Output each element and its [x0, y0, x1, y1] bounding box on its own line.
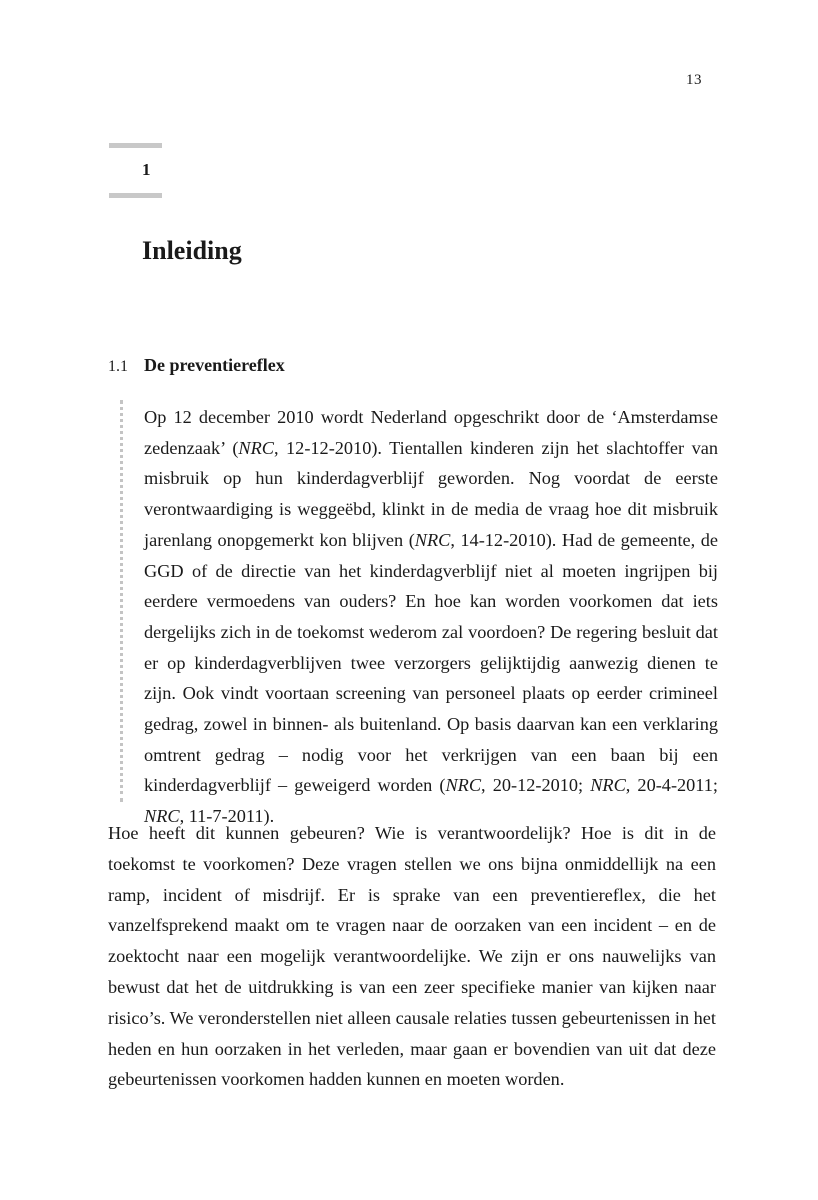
section-title: De preventiereflex	[144, 355, 285, 375]
source-citation: NRC	[590, 775, 626, 796]
case-text-segment: Op 12 december 2010 wordt Nederland opgeschrikt door de ‘Amsterdamse zedenzaak’ (	[144, 407, 718, 458]
source-citation: NRC	[445, 775, 482, 796]
body-paragraph: Hoe heeft dit kunnen gebeuren? Wie is verantwoordelijk? Hoe is dit in de toekomst te voorkomen? Deze vragen stellen we ons bijna onmiddellijk na een ramp, incident of misdrijf. Er is sprake van een preventiereflex, die het vanzelfsprekend maakt om te vragen naar de oorzaken van een incident – en de zoektocht naar een mogelijk verantwoordelijke. We zijn er ons nauwelijks van bewust dat het de uitdrukking is van een zeer specifieke manier van kijken naar risico’s. We veronderstellen niet alleen causale relaties tussen gebeurtenissen in het heden en hun oorzaken in het verleden, maar gaan er bovendien van uit dat deze gebeurtenissen voorkomen hadden kunnen en moeten worden.	[108, 823, 716, 1090]
case-text-segment: , 14-12-2010). Had de gemeente, de GGD of de directie van het kinderdagverblijf niet al moeten ingrijpen bij eerdere vermoedens van ouders? En hoe kan worden voorkomen dat iets dergelijks zich in de toekomst wederom zal voordoen? De regering besluit dat er op kinderdagverblijven twee verzorgers gelijktijdig aanwezig dienen te zijn. Ook vindt voortaan screening van personeel plaats op eerder crimineel gedrag, zowel in binnen- als buitenland. Op basis daarvan kan een verklaring omtrent gedrag – nodig voor het verkrijgen van een baan bij een kinderdagverblijf – geweigerd worden (	[144, 529, 718, 796]
chapter-rule-top	[109, 143, 162, 148]
case-box-text	[144, 402, 718, 832]
source-citation: NRC	[238, 437, 274, 458]
case-text-segment: , 11-7-2011).	[179, 806, 275, 827]
chapter-rule-bottom	[109, 193, 162, 198]
section-heading	[108, 352, 285, 380]
chapter-number: 1	[142, 160, 151, 179]
source-citation: NRC	[144, 806, 180, 827]
chapter-title: Inleiding	[142, 236, 242, 265]
page-number: 13	[686, 72, 702, 88]
source-citation: NRC	[414, 529, 451, 550]
case-text-segment: , 12-12-2010). Tientallen kinderen zijn het slachtoffer van misbruik op hun kinderdagverblijf geworden. Nog voordat de eerste verontwaardiging is weggeëbd, klinkt in de media de vraag hoe dit misbruik jarenlang onopgemerkt kon blijven (	[144, 437, 718, 550]
section-number: 1.1	[108, 358, 128, 375]
case-text-segment: , 20-4-2011;	[625, 775, 718, 796]
case-text-segment: , 20-12-2010;	[481, 775, 591, 796]
